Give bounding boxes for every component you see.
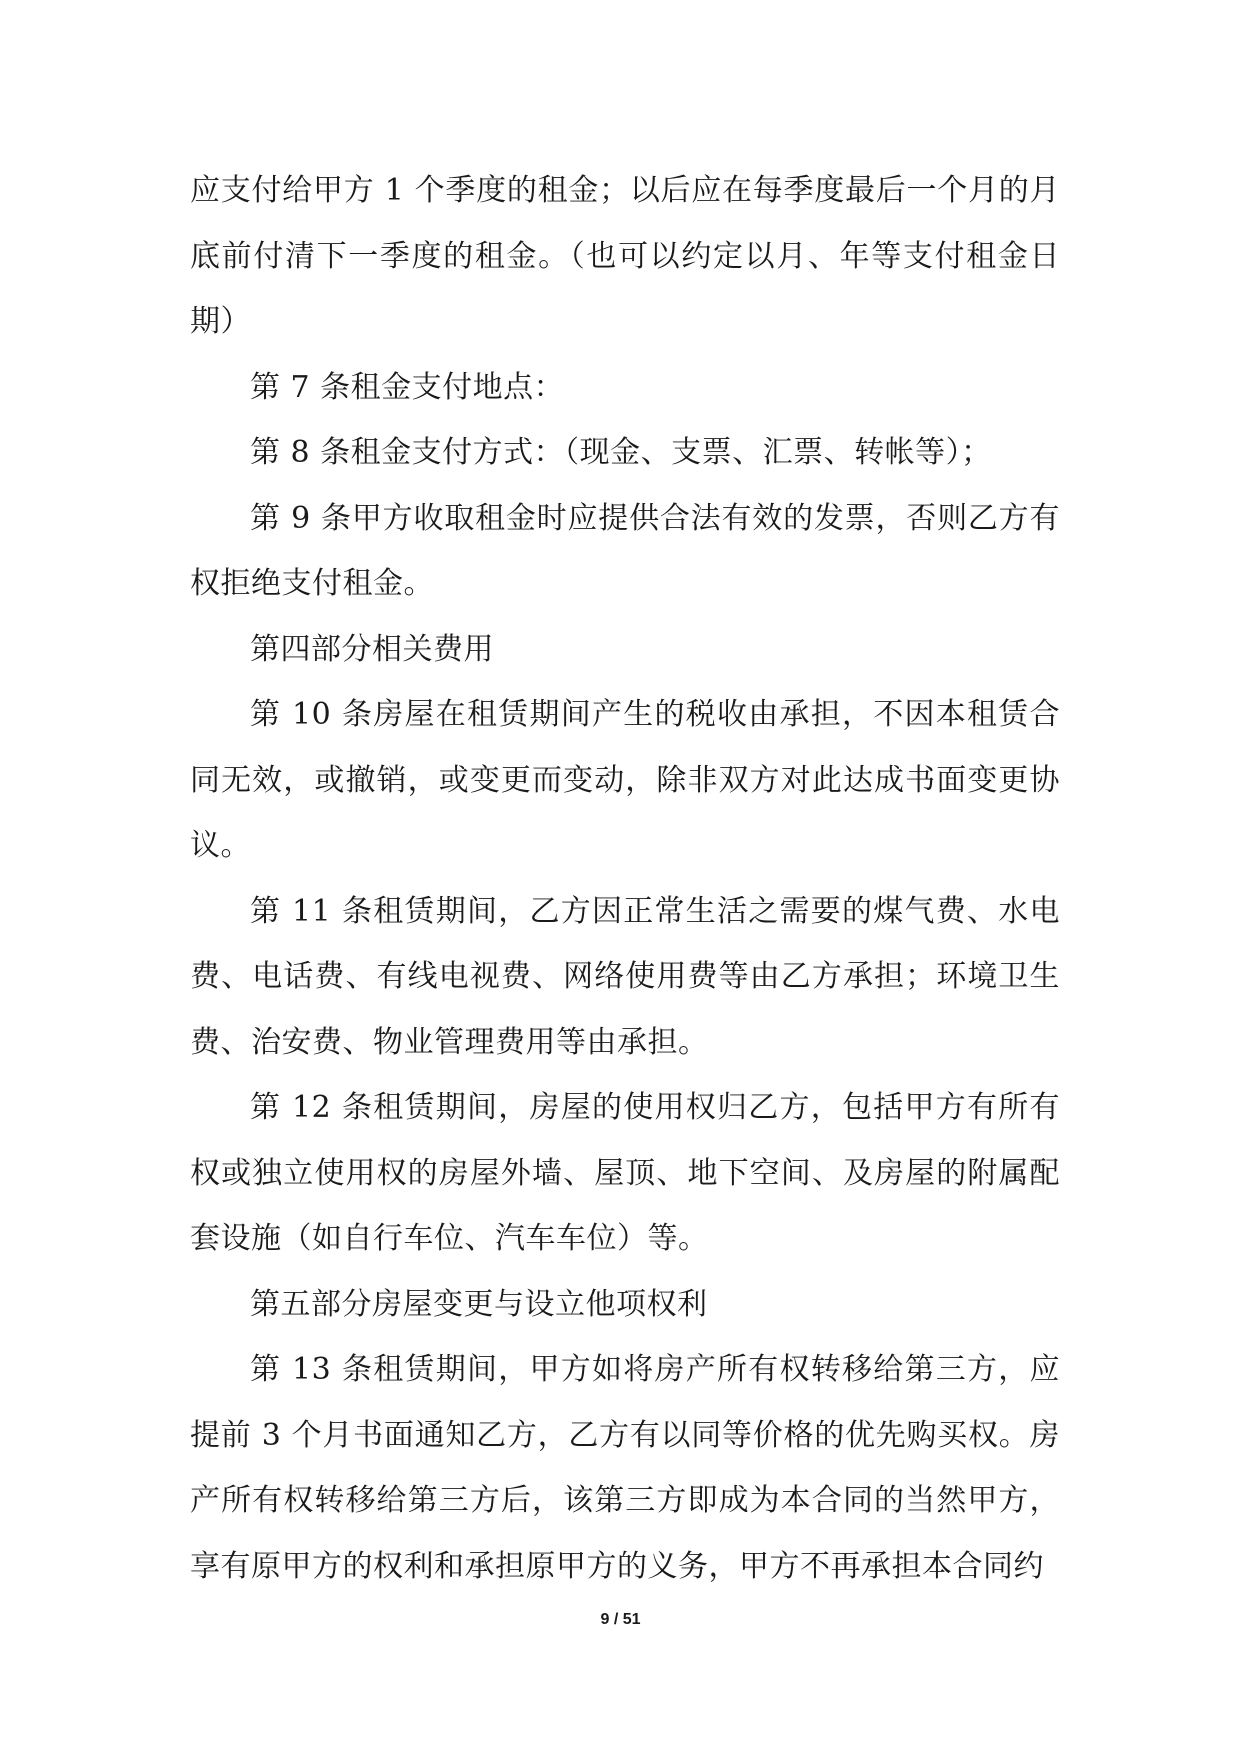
paragraph-article-13: 第 13 条租赁期间，甲方如将房产所有权转移给第三方，应提前 3 个月书面通知乙方，乙方有以同等价格的优先购买权。房产所有权转移给第三方后，该第三方即成为本合同的当然甲方，享有原甲方的权利和承担原甲方的义务，甲方不再承担本合同约 (190, 1352, 1060, 1584)
paragraph-article-11: 第 11 条租赁期间，乙方因正常生活之需要的煤气费、水电费、电话费、有线电视费、网络使用费等由乙方承担；环境卫生费、治安费、物业管理费用等由承担。 (190, 893, 1060, 1060)
paragraph-article-9: 第 9 条甲方收取租金时应提供合法有效的发票，否则乙方有权拒绝支付租金。 (190, 500, 1060, 601)
paragraph-rent-payment-schedule: 应支付给甲方 1 个季度的租金；以后应在每季度最后一个月的月底前付清下一季度的租金。（也可以约定以月、年等支付租金日期） (190, 173, 1060, 339)
section-heading-part-4: 第四部分相关费用 (250, 631, 494, 667)
paragraph-article-12: 第 12 条租赁期间，房屋的使用权归乙方，包括甲方有所有权或独立使用权的房屋外墙、屋顶、地下空间、及房屋的附属配套设施（如自行车位、汽车车位）等。 (190, 1090, 1060, 1256)
paragraph-article-7: 第 7 条租金支付地点： (250, 369, 565, 405)
paragraph-article-8: 第 8 条租金支付方式：（现金、支票、汇票、转帐等）； (250, 435, 992, 470)
document-body (190, 158, 1060, 1599)
section-heading-part-5: 第五部分房屋变更与设立他项权利 (250, 1286, 708, 1322)
paragraph-article-10: 第 10 条房屋在租赁期间产生的税收由承担，不因本租赁合同无效，或撤销，或变更而变动，除非双方对此达成书面变更协议。 (190, 697, 1060, 863)
page-number: 9 / 51 (600, 1611, 641, 1628)
